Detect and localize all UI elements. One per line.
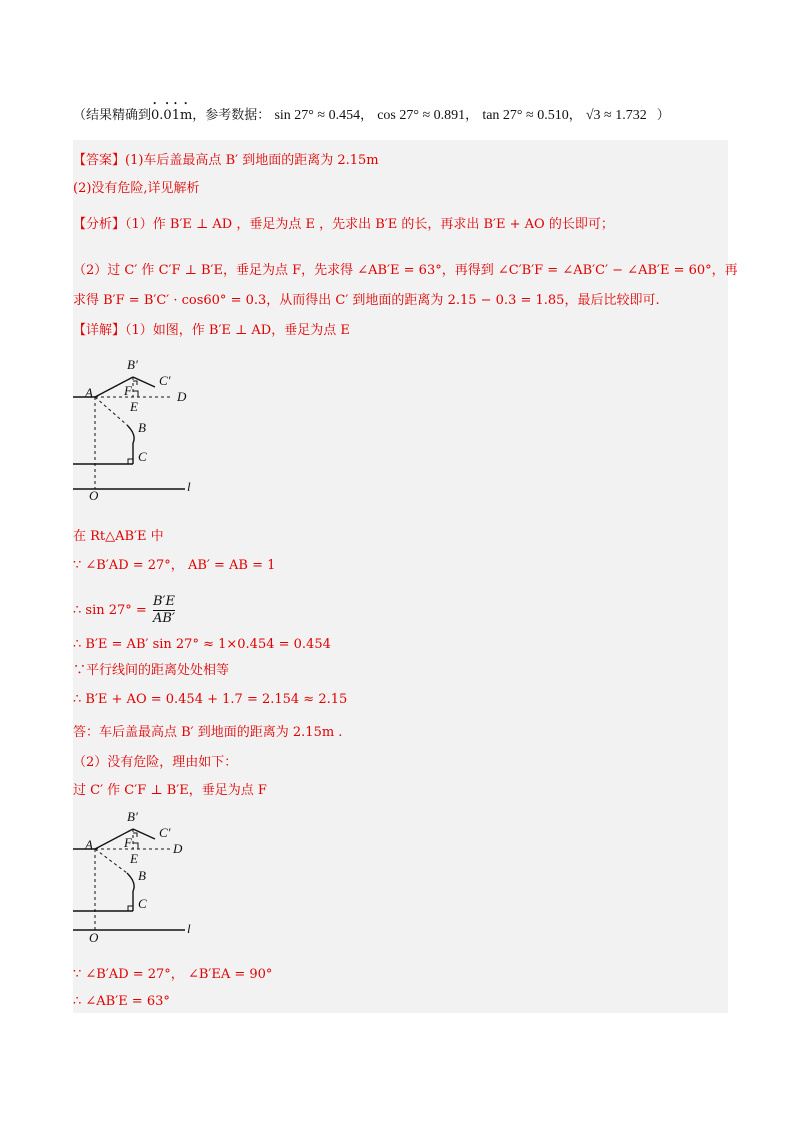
fig2-label-O: O xyxy=(89,930,99,945)
fig2-label-D: D xyxy=(173,841,183,856)
detail-l4: ∴ B′E = AB′ sin 27° ≈ 1×0.454 = 0.454 xyxy=(73,637,331,652)
ref-tan27: tan 27° ≈ 0.510 xyxy=(482,108,569,123)
figure-2 xyxy=(73,805,273,955)
fig1-label-C-prime: C′ xyxy=(159,373,171,388)
fig1-label-D: D xyxy=(177,389,187,404)
answer-part2: (2)没有危险,详见解析 xyxy=(73,181,200,196)
fig2-label-F: F xyxy=(124,835,132,850)
fig2-label-B: B xyxy=(138,868,146,883)
fig1-label-O: O xyxy=(89,488,99,503)
fig2-label-C: C xyxy=(138,896,147,911)
analysis-line3: 求得 B′F = B′C′ · cos60° = 0.3，从而得出 C′ 到地面的距离为 2.15 − 0.3 = 1.85，最后比较即可. xyxy=(73,293,660,308)
ref-sin27: sin 27° ≈ 0.454 xyxy=(274,108,361,123)
fig1-label-l: l xyxy=(187,479,191,494)
fig2-label-A: A xyxy=(85,837,93,852)
detail-l7: 答：车后盖最高点 B′ 到地面的距离为 2.15m . xyxy=(73,725,343,740)
fig1-label-A: A xyxy=(85,385,93,400)
fig1-label-B-prime: B′ xyxy=(127,357,138,372)
fig1-label-C: C xyxy=(138,449,147,464)
fig2-label-C-prime: C′ xyxy=(159,825,171,840)
detail-l6: ∴ B′E + AO = 0.454 + 1.7 = 2.154 ≈ 2.15 xyxy=(73,692,348,707)
detail-p2-l1: 过 C′ 作 C′F ⊥ B′E，垂足为点 F xyxy=(73,783,267,798)
fraction xyxy=(153,594,175,627)
detail-l5: ∵平行线间的距离处处相等 xyxy=(73,663,230,678)
fraction-denominator: AB′ xyxy=(153,611,175,626)
answer-part1: 【答案】(1)车后盖最高点 B′ 到地面的距离为 2.15m xyxy=(73,153,379,168)
fig2-label-B-prime: B′ xyxy=(127,809,138,824)
answer-tag: 【答案】 xyxy=(73,153,126,168)
fig1-label-E: E xyxy=(130,399,138,414)
detail-tag: 【详解】 xyxy=(73,323,126,338)
ref-cos27: cos 27° ≈ 0.891 xyxy=(377,108,466,123)
detail-l1: 在 Rt△AB′E 中 xyxy=(73,529,164,544)
analysis-line2: （2）过 C′ 作 C′F ⊥ B′E，垂足为点 F，先求得 ∠AB′E = 63°，再得到 ∠C′B′F = ∠AB′C′ − ∠AB′E = 60°，再 xyxy=(73,263,738,278)
detail-p2: （2）没有危险，理由如下： xyxy=(73,755,238,770)
detail-l2: ∵ ∠B′AD = 27°， AB′ = AB = 1 xyxy=(73,558,276,573)
fig2-label-l: l xyxy=(187,921,191,936)
analysis-line1: 【分析】（1）作 B′E ⊥ AD ，垂足为点 E ，先求出 B′E 的长，再求出 B′E + AO 的长即可； xyxy=(73,217,614,232)
detail-line1: 【详解】（1）如图，作 B′E ⊥ AD，垂足为点 E xyxy=(73,323,350,338)
fig2-label-E: E xyxy=(130,851,138,866)
detail-p2-l3: ∴ ∠AB′E = 63° xyxy=(73,994,170,1009)
figure-1 xyxy=(73,355,273,505)
analysis-tag: 【分析】 xyxy=(73,217,126,232)
header-note: （结果精确到0.01m，参考数据： sin 27° ≈ 0.454， cos 27° ≈ 0.891， tan 27° ≈ 0.510， √3 ≈ 1.732 ） xyxy=(73,108,670,123)
fig1-label-F: F xyxy=(124,383,132,398)
fig1-label-B: B xyxy=(138,420,146,435)
fraction-numerator: B′E xyxy=(152,594,175,609)
ref-sqrt3: √3 ≈ 1.732 xyxy=(585,108,647,123)
precision-value: 0.01m xyxy=(151,108,193,123)
detail-p2-l2: ∵ ∠B′AD = 27°， ∠B′EA = 90° xyxy=(73,967,273,982)
detail-l3: ∴ sin 27° = $\frac{B'E}{AB'}$ xyxy=(73,594,175,626)
